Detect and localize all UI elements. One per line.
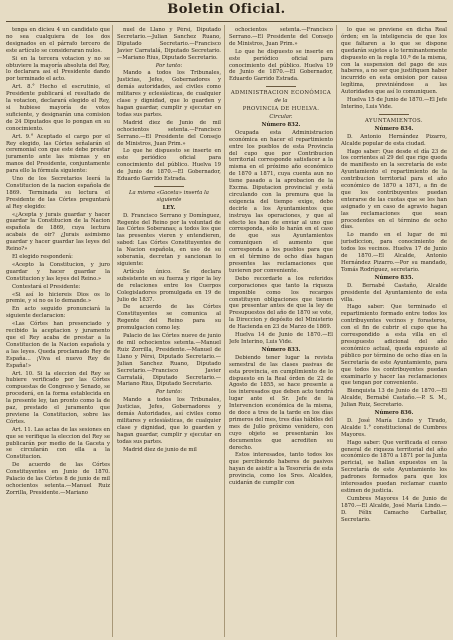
column-2	[117, 27, 221, 637]
section-heading: ADMINISTRACION ECONÓMICA	[230, 90, 332, 97]
paragraph: Mando a todos los Tribunales, Justicias, Jefes, Gobernadores y demás autoridades, así civiles como militares y eclesiásticas, de cualquier clase y dignidad, que lo guarden y hagan guardar, cumplir y ejecutar en todas sus partes.	[117, 70, 221, 118]
paragraph: Si en la tercera votacion y no se obtuviere la mayoría absoluta del Rey, lo declarara así el Presidente dando por terminado el acto.	[6, 55, 110, 83]
paragraph: «¿Acepta y jurais guardar y hacer guardar la Constitucion de la Nacion española de 1869, cuya lectura acabais de oir? ¿Jurais asimismo guardar y hacer guardar las leyes del Reino?»	[6, 211, 110, 253]
masthead	[0, 0, 453, 24]
column-4	[341, 27, 447, 637]
separator-rule	[266, 86, 296, 87]
section-heading: Número 832.	[261, 121, 301, 128]
paragraph: tenga en dicieu 4 un candidato que no sea cualquiera de los dos designados en el párrafo tercero de este artículo se consideraran nulos.	[6, 27, 110, 54]
paragraph: ochocientos setenta.—Francisco Serrano.—El Presidente del Consejo de Ministros, Juan Prim.»	[229, 27, 333, 47]
paragraph: «Si así lo hiciereis Dios os lo premie, y si no os lo demande.»	[6, 291, 110, 305]
paragraph: Mando a todos los Tribunales, Justicias, Jefes, Gobernadores y demás Autoridades, así civiles como militares y eclesiásticas, de cualquier clase y dignidad, que lo guarden y hagan guardar, cumplir y ejecutar en todas sus partes.	[117, 397, 221, 445]
masthead-rule	[6, 21, 447, 22]
paragraph: Art. 8.° Hecho el escrutinio, el Presidente publicará el resultado de la votacion, declarará elegido el Rey, si hubiese mayoría de votos suficiente, y designarán una comision de 24 Diputados que lo pongan en su conocimiento.	[6, 84, 110, 132]
section-heading: Por tanto:	[155, 389, 183, 396]
paragraph: Madrid diez de Junio de mil ochocientos setenta.—Francisco Serrano.—El Presidente del Consejo de Ministros, Juan Prim.»	[117, 119, 221, 147]
paragraph: Hago saber: Que desde el día 23 de los corrientes al 29 del que rige queda de manifiesto en la secretaría de este Ayuntamiento el repartimiento de la contribucion territorial para el año económico de 1870 a 1871, a fin de que los contribuyentes puedan enterarse de las cuotas que se les han asignado y en caso de agravio hagan las reclamaciones que sean procedentes en el término de ocho días.	[341, 148, 447, 231]
paragraph: Artículo único. Se declara subsistente en su fuerza y rigor la ley de relaciones entre los Cuerpos Colegisladores promulgada en 19 de Julio de 1837.	[117, 268, 221, 303]
paragraph: Hago saber: Que terminado el repartimiento formado entre todos los contribuyentes vecinos y forasteros, con el fin de cubrir el cupo que ha correspondido a esta villa en el presupuesto adicional del año económico actual, queda expuesto al público por término de ocho días en la Secretaría de este Ayuntamiento, para que todos los contribuyentes puedan examinarlo y hacer las reclamaciones que tengan por conveniente.	[341, 304, 447, 387]
paragraph: Huelva 15 de Junio de 1870.—El Jefe Interino, Luis Vide.	[341, 97, 447, 110]
section-heading: Número 834.	[374, 125, 414, 132]
paragraph: nuel de Llano y Pérsi, Diputado Secretario.—Julian Sanchez Ruano, Diputado Secretario.—Francisco Javier Carratalá, Diputado Secretario.—Mariano Rius, Diputado Secretario.	[117, 27, 221, 61]
separator-rule	[379, 114, 409, 115]
paragraph: Palacio de las Córtes nueve de junio de mil ochocientos setenta.—Manuel Ruiz Zorrilla, Presidente.—Manuel de Llano y Pérsi, Diputado Secretario.—Julian Sanchez Ruano, Diputado Secretario.—Francisco Javier Carratalá, Diputado Secretario.—Mariano Rius, Diputado Secretario.	[117, 333, 221, 388]
page-title: Boletin Oficial.	[167, 2, 286, 17]
column-1	[6, 27, 110, 637]
paragraph: Lo que he dispuesto se inserte en este periódico oficial para conocimiento del público. Huelva 19 de Junio de 1870.—El Gobernador, Eduardo Garrido Estrada.	[117, 148, 221, 183]
paragraph: Lo mando en el lugar de mi jurisdiccion, para conocimiento de todos los vecinos. Huelva 17 de Junio de 1870.—El Alcalde, Antonio Hernández Pizarro.—Por su mandado, Tomás Rodríguez, secretario.	[341, 232, 447, 273]
paragraph: De acuerdo de las Córtes Constituyentes se comunica al Regente del Reino para su promulgacion como ley.	[117, 304, 221, 332]
paragraph: Madrid diez de junio de mil	[123, 446, 197, 453]
section-heading: Número 835.	[374, 274, 414, 281]
paragraph: lo que se previene en dicha Real órden; en la inteligencia de que los que faltaren a lo que se dispone quedarán sujetos a lo terminantemente dispuesto en la regla 10.ª de la misma, con la suspension del pago de sus haberes, a no ser que justifiquen haber incurrido en esta omision por causa legítima, previniéndose a las Autoridades que así lo comuniquen.	[341, 27, 447, 96]
paragraph: Hago saber: Que verificada el censo general de riqueza territorial del año económico de 1870 a 1871 por la Junta pericial, se hallan expuestos en la Secretaría de este Ayuntamiento los padrones formados para que los interesados puedan reclamar cuanto estimen de justicia.	[341, 439, 447, 494]
paragraph: D. Antonio Hernández Pizarro, Alcalde popular de esta ciudad.	[341, 133, 447, 147]
paragraph: De acuerdo de las Córtes Constituyentes en Junio de 1870. Palacio de las Córtes 8 de junio de mil ochocientos setenta.—Manuel Ruiz Zorrilla, Presidente.—Mariano	[6, 462, 110, 496]
paragraph: Debo recordarle a los referidos corporaciones que tanto la riqueza imponible como los recargos constituyen obligaciones que tienen que presentar antes de que la ley de Presupuestos del año de 1870 se vote, la Direccion y depósito del Ministerio de Hacienda en 23 de Marzo de 1869.	[229, 275, 333, 331]
section-heading: Circular.	[269, 113, 293, 120]
paragraph: Art. 10. Si la eleccion del Rey se hubiere verificado por las Córtes compuestas de Congreso y Senado, se procederá, en la forma establecida en la presente ley, tan pronto como la de paz, prestado el juramento que previene la Constitucion, sobre las Córtes.	[6, 370, 110, 425]
paragraph: Huelva 14 de Junio de 1870.—El Jefe Interino, Luis Vide.	[229, 332, 333, 345]
section-heading: AYUNTAMIENTOS.	[365, 117, 423, 124]
paragraph: D. Bernabé Castaño, Alcalde presidente del Ayuntamiento de esta villa.	[341, 282, 447, 303]
paragraph: Ocupada esta Administracion económica en hacer el repartimiento entre los pueblos de esta Provincia del cupo que por Contribucion territorial corresponde satisfacer a la misma en el próximo año económico de 1870 a 1871, cuya cuenta aun no tiene pasado a la aprobacion de la Excma. Diputacion provincial y está circulando con la premura que la exigencia del tiempo exige, debo decirle a los Ayuntamientos que instruya las operaciones, y que al efecto les han de enviar al uno que corresponda, sólo lo harán en el caso de que sus Ayuntamientos comuniquen el aumento que corresponda a los pueblos para que en el término de ocho días hagan presentes las reclamaciones que tuvieren por conveniente.	[229, 129, 333, 274]
paragraph: Art. 9.° Aceptado el cargo por el Rey elegido, las Córtes señalarán el ceremonial con que este debe prestar juramento ante las mismas y en manos del Presidente, conjuntamente para ello la fórmula siguiente:	[6, 133, 110, 175]
section-heading: de la	[274, 98, 288, 105]
column-divider	[224, 25, 225, 637]
section-heading: Número 836.	[374, 410, 414, 417]
section-heading: Por tanto:	[155, 62, 183, 69]
paragraph: D. Francisco Serrano y Domínguez, Regente del Reino por la voluntad de las Córtes Soberanas; a todos los que las presentes vieren y entendieren, sabed: Las Córtes Constituyentes de la Nacion española, en uso de su soberanía, decretan y sancionan lo siguiente:	[117, 212, 221, 267]
paragraph: Bienquista 13 de Junio de 1870.—El Alcalde, Bernabé Castaño.—P. S. M., Julian Ruiz, Secretario.	[341, 388, 447, 409]
paragraph: Art. 11. Las actas de las sesiones en que se verifique la eleccion del Rey se publicarán por medio de la Gaceta y se circularán con ella a la Constitucion.	[6, 426, 110, 461]
column-divider	[112, 25, 113, 637]
paragraph: Cumbres Mayores 14 de Junio de 1870.—El Alcalde, José María Lindo.—D. Félix Camacho Carballar, Secretario.	[341, 495, 447, 523]
paragraph: En acto seguido pronunciará la siguiente declaracion:	[6, 306, 110, 320]
paragraph: D. José María Lindo y Tirado, Alcalde 1.° constitucional de Cumbres Mayores.	[341, 417, 447, 438]
section-heading: La misma «Gaceta» inserta la siguiente	[129, 189, 209, 203]
section-heading: PROVINCIA DE HUELVA.	[242, 106, 320, 113]
paragraph: Lo que he dispuesto se inserte en este periódico oficial para conocimiento del público. Huelva 19 de Junio de 1870.—El Gobernador, Eduardo Garrido Estrada.	[229, 48, 333, 83]
section-heading: Número 833.	[261, 346, 301, 353]
paragraph: Uno de los Secretarios leerá la Constitucion de la nacion española de 1869. Terminada su lectura el Presidente de las Córtes preguntará al Rey elegido:	[6, 176, 110, 210]
paragraph: «Acepto la Constitucion, y juro guardar y hacer guardar la Constitucion y las leyes del Reino.»	[6, 261, 110, 282]
column-divider	[336, 25, 337, 637]
section-heading: LEY.	[162, 204, 176, 211]
paragraph: «Las Córtes han presenciado y recibido la aceptacion y juramento que el Rey acaba de prestar a la Constitucion de la Nacion española y a las leyes. Queda proclamado Rey de España... ¡Viva el nuevo Rey de España!»	[6, 321, 110, 369]
separator-rule	[154, 186, 184, 187]
paragraph: El elegido responderá:	[12, 254, 73, 260]
paragraph: Debiendo tener lugar la revista semestral de las clases pasivas de esta provincia, en cumplimiento de lo dispuesto en la Real órden de 22 de Agosto de 1855, se hace presente a los interesados que deben acto tendrá lugar ante el Sr. Jefe de la Intervencion económica de la misma, de doce a tres de la tarde en los días primeros del mes, tres días hábiles del mes de Julio próximo venidero, con cuyo objeto se presentarán los documentos que acrediten su derecho.	[229, 354, 333, 451]
column-3	[229, 27, 333, 637]
paragraph: Contestará el Presidente:	[12, 283, 81, 290]
paragraph: Estos interesados, tanto todos los que percibiendo haberes de pasivos hayan de asistir a la Tesorería de esta provincia, como los Sres. Alcaldes, cuidarán de cumplir con	[229, 452, 333, 487]
